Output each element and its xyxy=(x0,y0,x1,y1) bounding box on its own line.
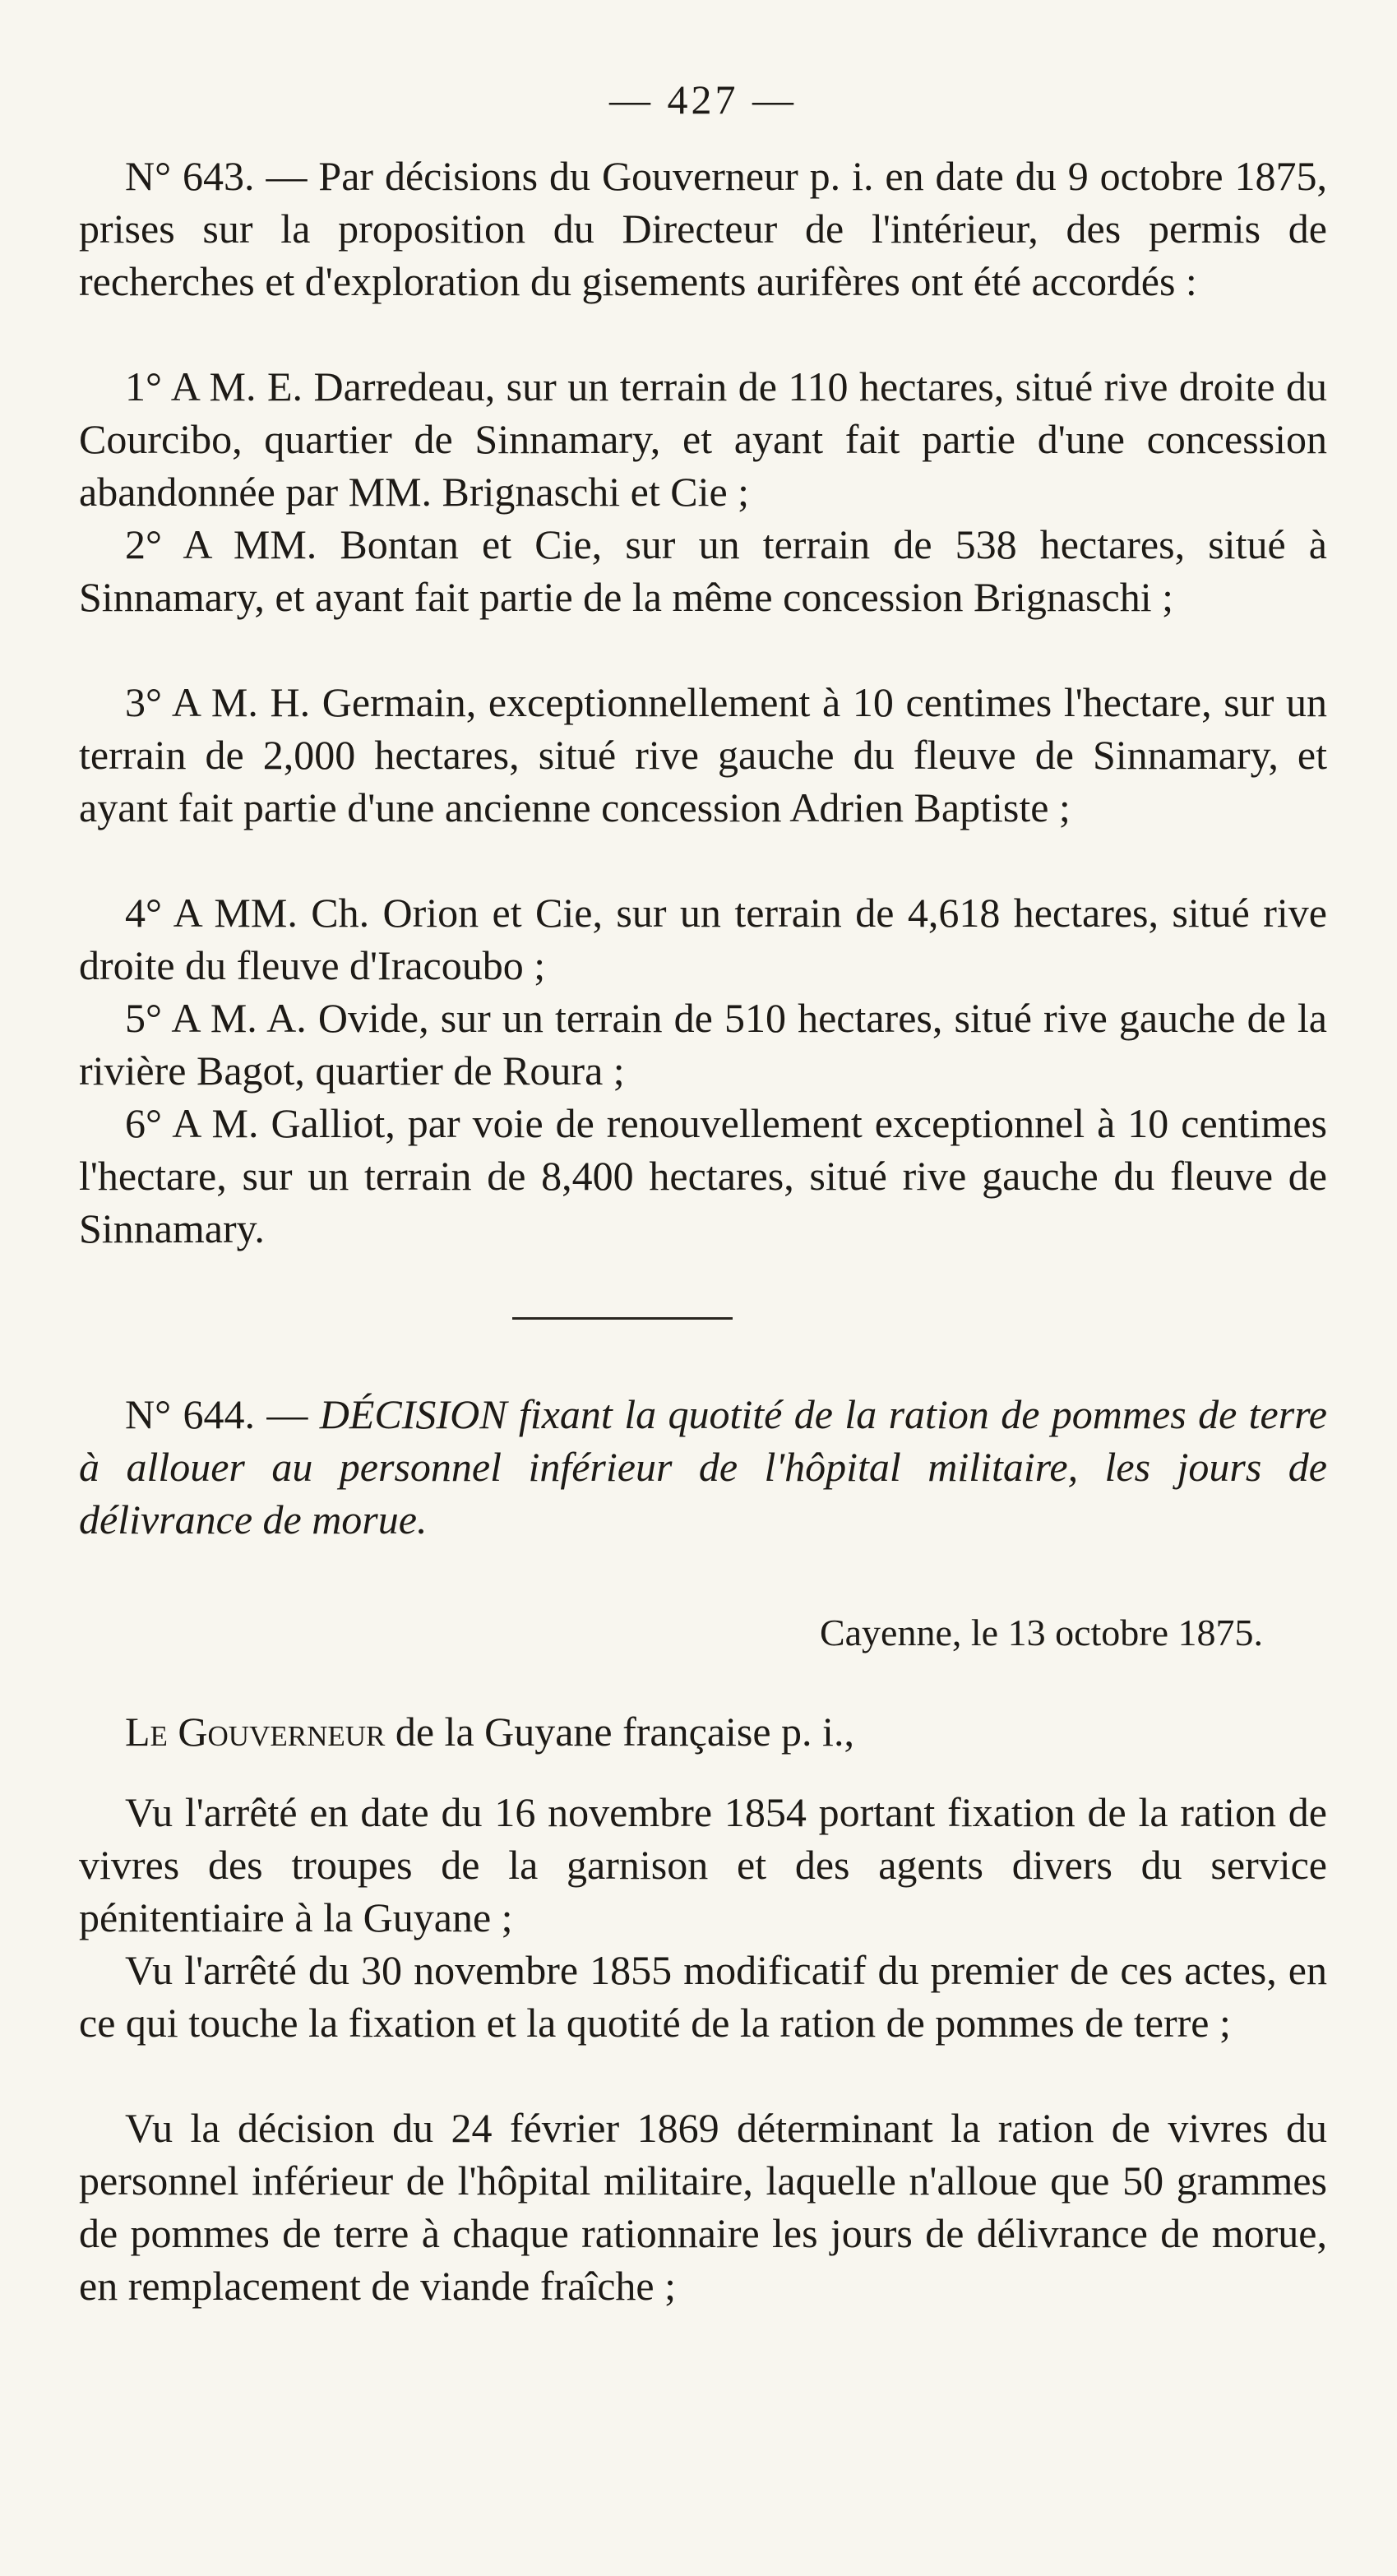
place-date: Cayenne, le 13 octobre 1875. xyxy=(819,1612,1263,1653)
decision-643-item-3: 3° A M. H. Germain, exceptionnellement à 10 centimes l'hectare, sur un terrain de 2,000 hectares, situé rive gauche du fleuve de Sinnamary, et ayant fait partie d'une ancienne concession Adrien Baptiste ; xyxy=(79,679,1327,830)
page-number: — 427 — xyxy=(609,76,797,123)
decision-644-heading xyxy=(79,1388,1327,1546)
decision-643-item-5: 5° A M. A. Ovide, sur un terrain de 510 hectares, situé rive gauche de la rivière Bagot, quartier de Roura ; xyxy=(79,995,1327,1094)
authority-line xyxy=(79,1705,1327,1758)
section-divider xyxy=(512,1317,733,1320)
decision-643-item-2: 2° A MM. Bontan et Cie, sur un terrain de 538 hectares, situé à Sinnamary, et ayant fait partie de la même concession Brignaschi ; xyxy=(79,521,1327,620)
vu-1: Vu l'arrêté en date du 16 novembre 1854 portant fixation de la ration de vivres des troupes de la garnison et des agents divers du service pénitentiaire à la Guyane ; xyxy=(79,1789,1327,1940)
decision-643-item-6: 6° A M. Galliot, par voie de renouvellement exceptionnel à 10 centimes l'hectare, sur un terrain de 8,400 hectares, situé rive gauche du fleuve de Sinnamary. xyxy=(79,1100,1327,1251)
vu-2: Vu l'arrêté du 30 novembre 1855 modificatif du premier de ces actes, en ce qui touche la fixation et la quotité de la ration de pommes de terre ; xyxy=(79,1947,1327,2046)
decision-644-number: N° 644. — xyxy=(125,1391,308,1437)
decision-643-item-4: 4° A MM. Ch. Orion et Cie, sur un terrain de 4,618 hectares, situé rive droite du fleuve d'Iracoubo ; xyxy=(79,890,1327,988)
vu-3: Vu la décision du 24 février 1869 déterminant la ration de vivres du personnel inférieur de l'hôpital militaire, laquelle n'alloue que 50 grammes de pommes de terre à chaque rationnaire les jours de délivrance de morue, en remplacement de viande fraîche ; xyxy=(79,2105,1327,2309)
authority-rest: de la Guyane française p. i., xyxy=(385,1709,854,1755)
decision-644-title: DÉCISION fixant la quotité de la ration de pommes de terre à allouer au personnel inférieur de l'hôpital militaire, les jours de délivrance de morue. xyxy=(79,1391,1327,1542)
decision-643-item-1: 1° A M. E. Darredeau, sur un terrain de 110 hectares, situé rive droite du Courcibo, quartier de Sinnamary, et ayant fait partie d'une concession abandonnée par MM. Brignaschi et Cie ; xyxy=(79,363,1327,515)
authority-title: Le Gouverneur xyxy=(125,1709,386,1755)
decision-643-intro: N° 643. — Par décisions du Gouverneur p. i. en date du 9 octobre 1875, prises sur la proposition du Directeur de l'intérieur, des permis de recherches et d'exploration du gisements aurifères ont été accordés : xyxy=(79,153,1327,304)
